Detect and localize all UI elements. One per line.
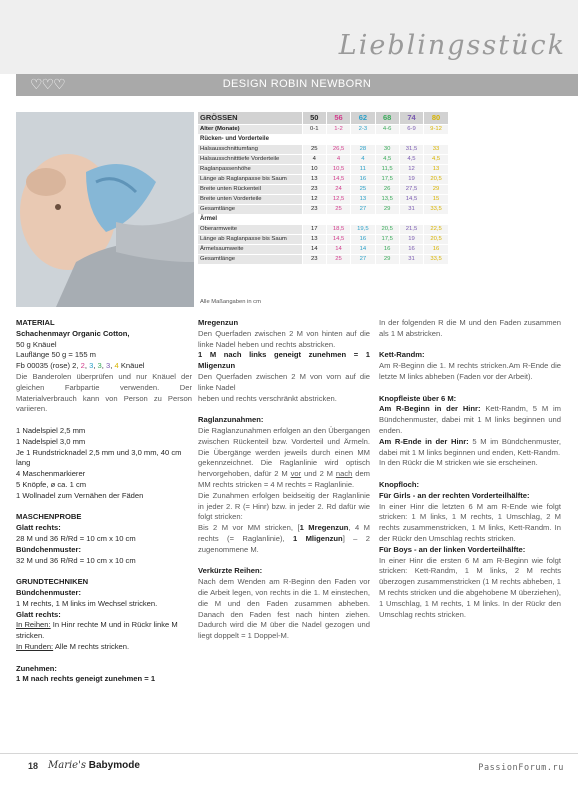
raglan-text-3 bbox=[198, 523, 370, 555]
table-row-label: Alter (Monate) bbox=[198, 124, 302, 134]
table-cell: 1-2 bbox=[326, 124, 350, 134]
table-cell: 16 bbox=[375, 244, 399, 254]
raglan-nach: nach bbox=[335, 469, 353, 479]
table-cell: 19 bbox=[399, 234, 423, 244]
table-cell: 23 bbox=[302, 204, 326, 214]
size-table bbox=[198, 112, 448, 265]
knopf-hinr bbox=[379, 404, 561, 436]
table-cell: 29 bbox=[375, 204, 399, 214]
size-68: 68 bbox=[375, 112, 399, 124]
table-cell: 13 bbox=[302, 174, 326, 184]
table-cell: 31 bbox=[399, 254, 423, 264]
table-cell: 16 bbox=[424, 244, 448, 254]
count-56: 2 bbox=[80, 361, 85, 371]
age-row bbox=[198, 124, 448, 134]
raglan-bold-2: 1 Mligenzun bbox=[292, 533, 343, 543]
tech-glatt-label: Glatt rechts: bbox=[16, 609, 61, 619]
table-cell: 14,5 bbox=[326, 174, 350, 184]
page-title: Lieblingsstück bbox=[338, 30, 566, 61]
mregenzun-text: Den Querfaden zwischen 2 M von hinten auf die linke Nadel heben und rechts abstricken. bbox=[198, 328, 370, 349]
knopf-title: Knopfleiste über 6 M: bbox=[379, 393, 457, 403]
table-row bbox=[198, 184, 448, 194]
table-cell: 29 bbox=[424, 184, 448, 194]
table-row-label: Halsausschnittumfang bbox=[198, 144, 302, 154]
mligenzun-text: Den Querfaden zwischen 2 M von vorn auf die linke Nadel bbox=[198, 371, 370, 392]
section-heading: Ärmel bbox=[198, 214, 448, 224]
raglan-und: und 2 M bbox=[301, 469, 336, 479]
raglan-post: ] – 2 zugenommene M. bbox=[198, 533, 371, 554]
table-cell: 25 bbox=[326, 254, 350, 264]
design-credit: DESIGN ROBIN NEWBORN bbox=[222, 78, 372, 90]
tool-item: 1 Wollnadel zum Vernähen der Fäden bbox=[16, 490, 144, 500]
table-cell: 4 bbox=[302, 154, 326, 164]
tool-item: Je 1 Rundstricknadel 2,5 mm und 3,0 mm, 40 cm lang bbox=[16, 447, 182, 468]
table-cell: 19 bbox=[399, 174, 423, 184]
table-cell: 12,5 bbox=[326, 194, 350, 204]
table-cell: 19,5 bbox=[351, 224, 375, 234]
tech-bund: 1 M rechts, 1 M links im Wechsel stricken. bbox=[16, 598, 158, 608]
reihen-label: In Reihen: bbox=[16, 620, 51, 630]
table-cell: 13 bbox=[302, 234, 326, 244]
count-62: 3 bbox=[89, 361, 94, 371]
material-title: MATERIAL bbox=[16, 318, 55, 327]
table-row-label: Gesamtlänge bbox=[198, 254, 302, 264]
gauge-title: MASCHENPROBE bbox=[16, 512, 82, 522]
table-cell: 12 bbox=[399, 164, 423, 174]
table-row bbox=[198, 174, 448, 184]
zun-title: Zunehmen: bbox=[16, 663, 57, 673]
magazine-script: Marie's bbox=[48, 760, 86, 771]
raglan-text-2: Die Zunahmen erfolgen beidseitig der Raglanlinie in jeder 2. R (= Hinr) bzw. in jeder 2. Rd dafür wie folgt stricken: bbox=[198, 490, 370, 522]
knopf-ende bbox=[379, 437, 561, 459]
table-cell: 14,5 bbox=[399, 194, 423, 204]
verk-title: Verkürzte Reihen: bbox=[198, 566, 263, 576]
boys-text: In einer Hinr die ersten 6 M am R-Beginn wie folgt stricken: Kett-Randm, 1 M links, 2 M rechts überzogen zusammenstricken (1 M rechts abheben, 1 M rechts stricken und die abgehobene M überziehen), 1 Umschlag, 1 M rechts, 1 M links. In der Rückr den Umschlag rechts stricken. bbox=[379, 555, 561, 619]
gauge-glatt: 28 M und 36 R/Rd = 10 cm x 10 cm bbox=[16, 533, 136, 543]
table-cell: 4 bbox=[326, 154, 350, 164]
table-cell: 15 bbox=[424, 194, 448, 204]
body-rows bbox=[198, 144, 448, 214]
tech-runden bbox=[16, 642, 192, 653]
table-cell: 13,5 bbox=[375, 194, 399, 204]
hearts-icon: ♡♡♡ bbox=[30, 76, 65, 92]
tech-bund-label: Bündchenmuster: bbox=[16, 587, 81, 597]
table-cell: 27,5 bbox=[399, 184, 423, 194]
table-cell: 27 bbox=[351, 254, 375, 264]
column-3 bbox=[379, 318, 561, 620]
count-68: 3 bbox=[97, 361, 102, 371]
tool-item: 5 Knöpfe, ø ca. 1 cm bbox=[16, 479, 87, 489]
table-cell: 16 bbox=[351, 234, 375, 244]
table-cell: 4,5 bbox=[424, 154, 448, 164]
table-row bbox=[198, 224, 448, 234]
table-cell: 23 bbox=[302, 184, 326, 194]
table-cell: 4 bbox=[351, 154, 375, 164]
table-row bbox=[198, 244, 448, 254]
table-cell: 27 bbox=[351, 204, 375, 214]
girls-text: In einer Hinr die letzten 6 M am R-Ende wie folgt stricken: 1 M links, 1 M rechts, 1 Umschlag, 2 M rechts zusammenstricken, 1 M links, Kett-Randm. In der Rückr den Umschlag rechts stricken. bbox=[379, 501, 561, 543]
table-cell: 33 bbox=[424, 144, 448, 154]
table-row-label: Raglanpassenhöhe bbox=[198, 164, 302, 174]
size-56: 56 bbox=[326, 112, 350, 124]
loch-title: Knopfloch: bbox=[379, 479, 420, 489]
count-80: 4 bbox=[114, 361, 119, 371]
table-cell: 21,5 bbox=[399, 224, 423, 234]
tech-title: GRUNDTECHNIKEN bbox=[16, 577, 89, 587]
table-cell: 10 bbox=[302, 164, 326, 174]
kett-text: Am R-Beginn die 1. M rechts stricken.Am R-Ende die letzte M links abheben (Faden vor der Arbeit). bbox=[379, 361, 561, 381]
watermark: PassionForum.ru bbox=[478, 763, 564, 773]
verk-text: Nach dem Wenden am R-Beginn den Faden vor die Arbeit legen, von rechts in die 1. M einstechen, die M und den Faden zusammen abheben. Danach den Faden fest nach hinten ziehen. Dadurch wird die M über die Nadel gezogen und liegt doppelt = 1 Doppel-M. bbox=[198, 577, 370, 641]
size-62: 62 bbox=[351, 112, 375, 124]
section-row bbox=[198, 134, 448, 144]
table-cell: 29 bbox=[375, 254, 399, 264]
table-cell: 4,5 bbox=[375, 154, 399, 164]
raglan-vor: vor bbox=[290, 469, 302, 479]
raglan-text-1 bbox=[198, 426, 370, 491]
table-row bbox=[198, 154, 448, 164]
fb-suffix: Knäuel bbox=[118, 361, 145, 371]
table-cell: 24 bbox=[326, 184, 350, 194]
page-footer bbox=[0, 753, 578, 777]
table-cell: 17,5 bbox=[375, 174, 399, 184]
table-cell: 14 bbox=[351, 244, 375, 254]
runden-text: Alle M rechts stricken. bbox=[53, 641, 130, 651]
sleeve-rows bbox=[198, 224, 448, 264]
table-row bbox=[198, 164, 448, 174]
section-heading: Rücken- und Vorderteile bbox=[198, 134, 448, 144]
table-cell: 22,5 bbox=[424, 224, 448, 234]
table-cell: 13 bbox=[351, 194, 375, 204]
gauge-bund: 32 M und 36 R/Rd = 10 cm x 10 cm bbox=[16, 555, 136, 565]
table-cell: 23 bbox=[302, 254, 326, 264]
column-1 bbox=[16, 318, 192, 685]
table-cell: 13 bbox=[424, 164, 448, 174]
table-cell: 26,5 bbox=[326, 144, 350, 154]
table-cell: 11,5 bbox=[375, 164, 399, 174]
magazine-name bbox=[48, 760, 140, 771]
raglan-text-b: dem MM rechts stricken = 4 M rechts = Raglanlinie. bbox=[198, 469, 370, 489]
table-row-label: Breite unten Rückenteil bbox=[198, 184, 302, 194]
design-banner bbox=[16, 74, 578, 96]
raglan-title: Raglanzunahmen: bbox=[198, 415, 264, 425]
table-cell: 20,5 bbox=[375, 224, 399, 234]
material-yarn: Schachenmayr Organic Cotton, bbox=[16, 328, 130, 338]
raglan-bold-1: 1 Mregenzun bbox=[299, 523, 349, 533]
table-cell: 26 bbox=[375, 184, 399, 194]
table-cell: 9-12 bbox=[424, 124, 448, 134]
magazine-title: Babymode bbox=[85, 760, 140, 771]
material-line: 50 g Knäuel bbox=[16, 339, 57, 349]
doppel-text: In der folgenden R die M und den Faden zusammen als 1 M abstricken. bbox=[379, 318, 561, 338]
table-row bbox=[198, 144, 448, 154]
table-cell: 14,5 bbox=[326, 234, 350, 244]
size-header-row bbox=[198, 112, 448, 124]
table-cell: 20,5 bbox=[424, 234, 448, 244]
knopf-ende-text: 5 M im Bündchenmuster, dabei mit 1 M links beginnen und enden, Kett-Randm. bbox=[379, 436, 561, 457]
material-line: Lauflänge 50 g = 155 m bbox=[16, 350, 97, 360]
count-74: 3 bbox=[106, 361, 111, 371]
table-row-label: Länge ab Raglanpasse bis Saum bbox=[198, 174, 302, 184]
gauge-glatt-label: Glatt rechts: bbox=[16, 523, 61, 533]
table-row-label: Oberarmweite bbox=[198, 224, 302, 234]
table-cell: 14 bbox=[302, 244, 326, 254]
size-80: 80 bbox=[424, 112, 448, 124]
table-row-label: Ärmelsaumweite bbox=[198, 244, 302, 254]
mligenzun: 1 M nach links geneigt zunehmen = 1 Mligenzun bbox=[198, 350, 370, 371]
table-cell: 33,5 bbox=[424, 204, 448, 214]
mligenzun-text-2: heben und rechts verschränkt abstricken. bbox=[198, 393, 337, 403]
table-cell: 4-6 bbox=[375, 124, 399, 134]
table-row bbox=[198, 204, 448, 214]
baby-photo bbox=[16, 112, 194, 307]
column-2 bbox=[198, 318, 370, 642]
raglan-pre: Bis 2 M vor MM stricken, [ bbox=[198, 523, 300, 533]
table-row bbox=[198, 194, 448, 204]
tool-item: 1 Nadelspiel 3,0 mm bbox=[16, 436, 86, 446]
material-colors: Fb 00035 (rose) 2, 2, 3, 3, 3, 4 Knäuel bbox=[16, 361, 145, 371]
size-74: 74 bbox=[399, 112, 423, 124]
table-cell: 6-9 bbox=[399, 124, 423, 134]
table-cell: 17 bbox=[302, 224, 326, 234]
table-row bbox=[198, 254, 448, 264]
table-cell: 16 bbox=[351, 174, 375, 184]
mregenzun: Mregenzun bbox=[198, 318, 239, 327]
zun-text: 1 M nach rechts geneigt zunehmen = 1 bbox=[16, 674, 156, 684]
table-cell: 16 bbox=[399, 244, 423, 254]
raglan-mid: , 4 M rechts (= Raglanlinie), bbox=[198, 523, 370, 543]
table-cell: 18,5 bbox=[326, 224, 350, 234]
table-cell: 4,5 bbox=[399, 154, 423, 164]
table-row-label: Länge ab Raglanpasse bis Saum bbox=[198, 234, 302, 244]
section-row bbox=[198, 214, 448, 224]
boys-title: Für Boys - an der linken Vorderteilhälfte: bbox=[379, 544, 526, 554]
runden-label: In Runden: bbox=[16, 641, 54, 651]
table-note: Alle Maßangaben in cm bbox=[200, 299, 261, 305]
table-cell: 0-1 bbox=[302, 124, 326, 134]
table-cell: 10,5 bbox=[326, 164, 350, 174]
material-text: Die Banderolen überprüfen und nur Knäuel der gleichen Farbpartie verwenden. Der Materialverbrauch kann von Person zu Person variieren. bbox=[16, 371, 192, 414]
size-heading: GRÖSSEN bbox=[198, 112, 302, 124]
table-cell: 2-3 bbox=[351, 124, 375, 134]
kett-title: Kett-Randm: bbox=[379, 350, 425, 360]
table-cell: 12 bbox=[302, 194, 326, 204]
table-cell: 25 bbox=[326, 204, 350, 214]
raglan-text-a: Die Raglanzunahmen erfolgen an den Übergangen zwischen Rückenteil bzw. Vorderteil und Ärmeln. Die Übergänge werden jeweils durch einen MM gekennzeichnet. Die Raglanlinie wird optisch hervorgehoben, dafür 2 M bbox=[198, 425, 370, 479]
table-cell: 30 bbox=[375, 144, 399, 154]
count-50: 2 bbox=[72, 361, 77, 371]
reihen-text: In Hinr rechte M und in Rückr linke M stricken. bbox=[16, 620, 178, 641]
gauge-bund-label: Bündchenmuster: bbox=[16, 544, 81, 554]
table-cell: 31 bbox=[399, 204, 423, 214]
tool-item: 4 Maschenmarkierer bbox=[16, 469, 86, 479]
table-cell: 33,5 bbox=[424, 254, 448, 264]
girls-title: Für Girls - an der rechten Vorderteilhälfte: bbox=[379, 490, 530, 500]
table-row-label: Halsausschnitttiefe Vorderteile bbox=[198, 154, 302, 164]
knopf-hinr-text: Kett-Randm, 5 M im Bündchenmuster, dabei mit 1 M links beginnen und enden. bbox=[379, 404, 561, 435]
table-cell: 28 bbox=[351, 144, 375, 154]
table-cell: 11 bbox=[351, 164, 375, 174]
footer-divider bbox=[0, 753, 578, 754]
page-number: 18 bbox=[28, 761, 39, 771]
table-cell: 20,5 bbox=[424, 174, 448, 184]
table-row bbox=[198, 234, 448, 244]
size-50: 50 bbox=[302, 112, 326, 124]
table-cell: 25 bbox=[302, 144, 326, 154]
table-cell: 31,5 bbox=[399, 144, 423, 154]
fb-prefix: Fb 00035 (rose) bbox=[16, 361, 73, 371]
knopf-rueck: In den Rückr die M stricken wie sie erscheinen. bbox=[379, 458, 538, 468]
tool-item: 1 Nadelspiel 2,5 mm bbox=[16, 425, 86, 435]
table-row-label: Breite unten Vorderteile bbox=[198, 194, 302, 204]
table-row-label: Gesamtlänge bbox=[198, 204, 302, 214]
knopf-hinr-label: Am R-Beginn in der Hinr: bbox=[379, 404, 481, 414]
table-cell: 25 bbox=[351, 184, 375, 194]
knopf-ende-label: Am R-Ende in der Hinr: bbox=[379, 436, 469, 446]
table-cell: 17,5 bbox=[375, 234, 399, 244]
tech-reihen bbox=[16, 620, 192, 642]
table-cell: 14 bbox=[326, 244, 350, 254]
